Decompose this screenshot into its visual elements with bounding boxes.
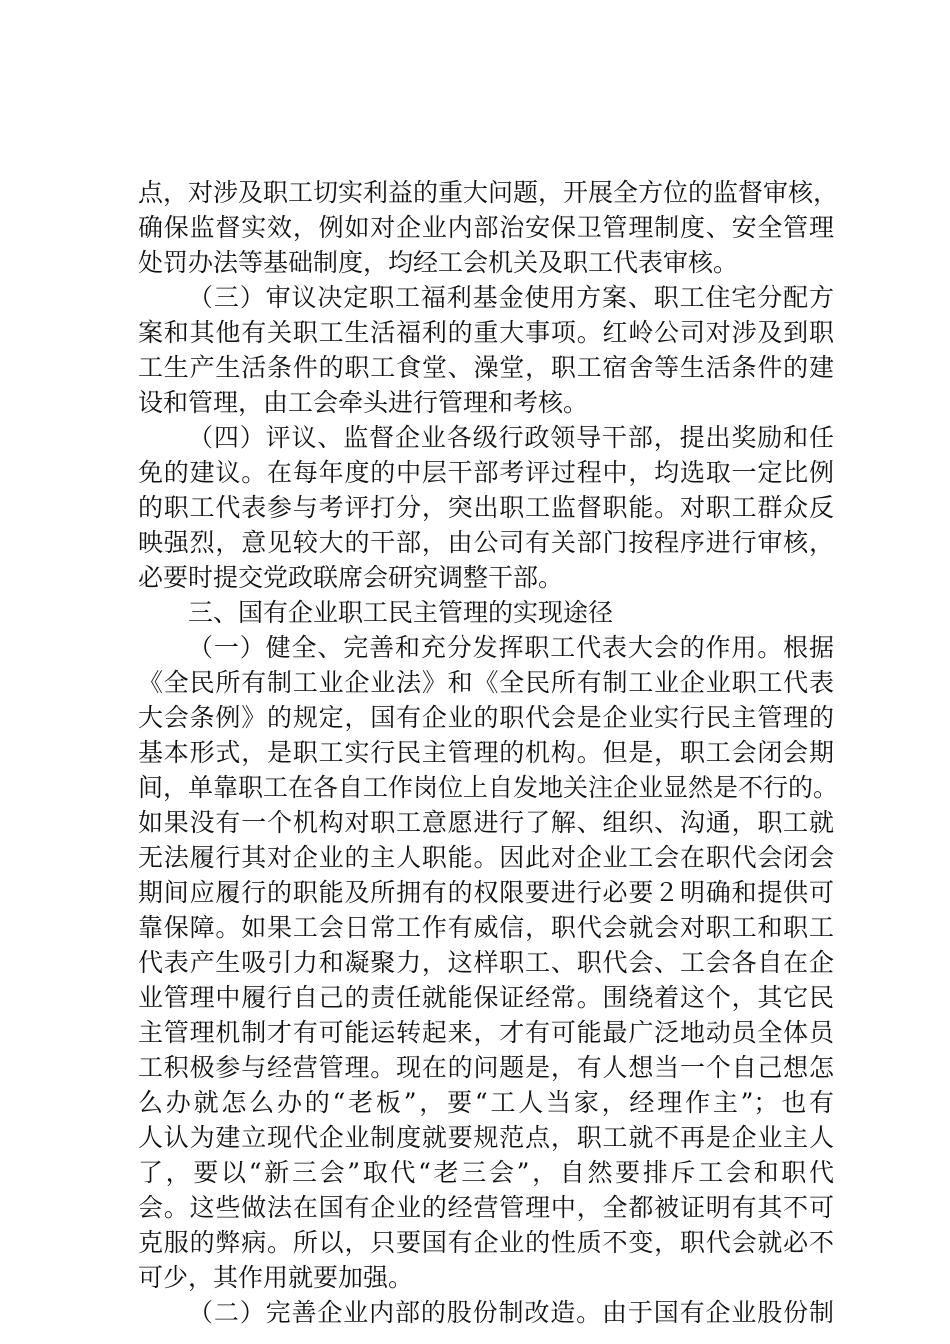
text-line: 基本形式，是职工实行民主管理的机构。但是，职工会闭会期 — [138, 738, 834, 767]
text-line: 点，对涉及职工切实利益的重大问题，开展全方位的监督审核， — [138, 178, 839, 207]
text-line: 可少，其作用就要加强。 — [138, 1263, 414, 1292]
text-line: 《全民所有制工业企业法》和《全民所有制工业企业职工代表 — [138, 668, 834, 697]
text-line: 确保监督实效，例如对企业内部治安保卫管理制度、安全管理 — [138, 213, 834, 242]
text-line: 的职工代表参与考评打分，突出职工监督职能。对职工群众反 — [138, 493, 834, 522]
text-line: 么办就怎么办的“老板”，要“工人当家，经理作主”；也有 — [138, 1088, 834, 1117]
text-line: 工积极参与经营管理。现在的问题是，有人想当一个自己想怎 — [138, 1053, 834, 1082]
text-line: 业管理中履行自己的责任就能保证经常。围绕着这个，其它民 — [138, 983, 834, 1012]
text-line: 会。这些做法在国有企业的经营管理中，全都被证明有其不可 — [138, 1193, 834, 1222]
text-line: 设和管理，由工会牵头进行管理和考核。 — [138, 388, 589, 417]
text-line: 如果没有一个机构对职工意愿进行了解、组织、沟通，职工就 — [138, 808, 834, 837]
text-line: 靠保障。如果工会日常工作有威信，职代会就会对职工和职工 — [138, 913, 834, 942]
text-line: （二）完善企业内部的股份制改造。由于国有企业股份制 — [188, 1298, 834, 1327]
text-line: 主管理机制才有可能运转起来，才有可能最广泛地动员全体员 — [138, 1018, 834, 1047]
text-line: （四）评议、监督企业各级行政领导干部，提出奖励和任 — [188, 423, 834, 452]
text-line: 三、国有企业职工民主管理的实现途径 — [188, 598, 614, 627]
text-line: （一）健全、完善和充分发挥职工代表大会的作用。根据 — [188, 633, 834, 662]
body-text — [138, 175, 839, 1330]
text-line: 间，单靠职工在各自工作岗位上自发地关注企业显然是不行的。 — [138, 773, 839, 802]
text-line: 人认为建立现代企业制度就要规范点，职工就不再是企业主人 — [138, 1123, 834, 1152]
text-line: 无法履行其对企业的主人职能。因此对企业工会在职代会闭会 — [138, 843, 834, 872]
text-line: 工生产生活条件的职工食堂、澡堂，职工宿舍等生活条件的建 — [138, 353, 834, 382]
text-line: 了，要以“新三会”取代“老三会”，自然要排斥工会和职代 — [138, 1158, 834, 1187]
text-line: （三）审议决定职工福利基金使用方案、职工住宅分配方 — [188, 283, 834, 312]
text-line: 大会条例》的规定，国有企业的职代会是企业实行民主管理的 — [138, 703, 834, 732]
text-line: 案和其他有关职工生活福利的重大事项。红岭公司对涉及到职 — [138, 318, 834, 347]
text-line: 必要时提交党政联席会研究调整干部。 — [138, 563, 564, 592]
text-line: 处罚办法等基础制度，均经工会机关及职工代表审核。 — [138, 248, 739, 277]
text-line: 代表产生吸引力和凝聚力，这样职工、职代会、工会各自在企 — [138, 948, 834, 977]
text-line: 映强烈，意见较大的干部，由公司有关部门按程序进行审核， — [138, 528, 834, 557]
text-line: 期间应履行的职能及所拥有的权限要进行必要２明确和提供可 — [138, 878, 834, 907]
text-line: 克服的弊病。所以，只要国有企业的性质不变，职代会就必不 — [138, 1228, 834, 1257]
text-line: 免的建议。在每年度的中层干部考评过程中，均选取一定比例 — [138, 458, 834, 487]
